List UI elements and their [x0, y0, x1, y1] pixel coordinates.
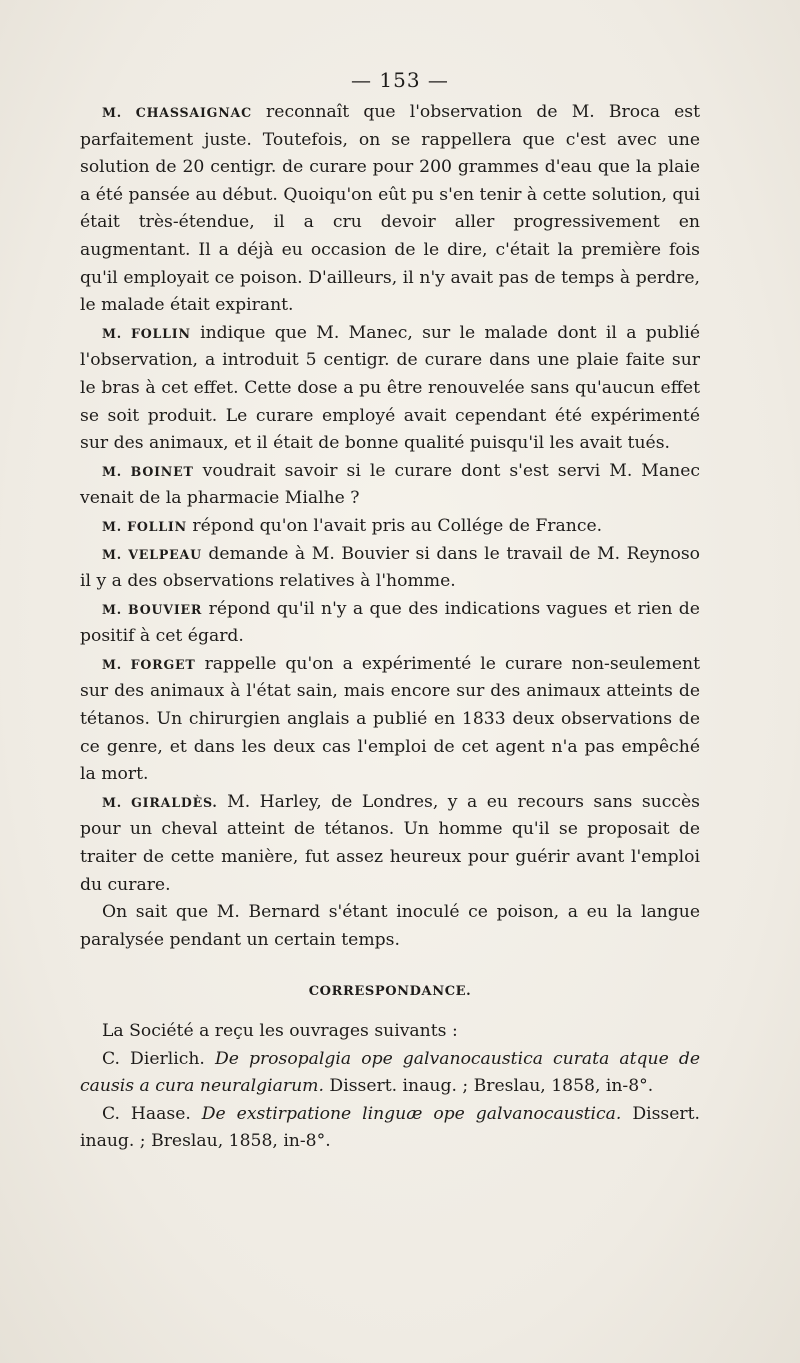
paragraph [80, 458, 700, 513]
paragraph [80, 651, 700, 789]
section-heading: CORRESPONDANCE. [308, 984, 472, 1000]
publication-details: Dissert. inaug. ; Breslau, 1858, in-8°. [80, 1103, 701, 1152]
paragraph [80, 596, 700, 651]
paragraph-text: M. Harley, de Londres, y a eu recours sans succès pour un cheval atteint de tétanos. Un homme qu'il se proposait de traiter de cette manière, fut assez heureux pour guérir avant l'emploi du curare. [80, 791, 700, 895]
work-title: De prosopalgia ope galvanocaustica curata atque de causis a cura neuralgiarum. [80, 1048, 701, 1097]
paragraph-text: indique que M. Manec, sur le malade dont il a publié l'observation, a introduit 5 centigr. de curare dans une plaie faite sur le bras à cet effet. Cette dose a pu être renouvelée sans qu'aucun effet se soit produit. Le curare employé avait cependant été expérimenté sur des animaux, et il était de bonne qualité puisqu'il les avait tués. [80, 322, 700, 454]
paragraph [80, 899, 700, 954]
correspondance-intro: La Société a reçu les ouvrages suivants : [102, 1021, 458, 1041]
paragraph-text: reconnaît que l'observation de M. Broca est parfaitement juste. Toutefois, on se rappellera que c'est avec une solution de 20 centigr. de curare pour 200 grammes d'eau que la plaie a été pansée au début. Quoiqu'on eût pu s'en tenir à cette solution, qui était très-étendue, il a cru devoir aller progressivement en augmentant. Il a déjà eu occasion de le dire, c'était la première fois qu'il employait ce poison. D'ailleurs, il n'y avait pas de temps à perdre, le malade était expirant. [80, 102, 700, 316]
paragraph [80, 541, 700, 596]
bibliography-entry [80, 1046, 700, 1101]
paragraph [80, 99, 700, 320]
work-title: De exstirpatione linguæ ope galvanocaustica. [201, 1103, 622, 1124]
speaker-name: M. CHASSAIGNAC [102, 105, 252, 120]
page-number: — 153 — [351, 68, 449, 92]
author: C. Dierlich. [102, 1048, 215, 1069]
publication-details: Dissert. inaug. ; Breslau, 1858, in-8°. [323, 1076, 654, 1097]
speaker-name: M. FOLLIN [102, 518, 187, 534]
speaker-name: M. BOINET [102, 463, 194, 479]
speaker-name: M. VELPEAU [102, 546, 202, 562]
paragraph-text: rappelle qu'on a expérimenté le curare non-seulement sur des animaux à l'état sain, mais encore sur des animaux atteints de tétanos. Un chirurgien anglais a publié en 1833 deux observations de ce genre, et dans les deux cas l'emploi de cet agent n'a pas empêché la mort. [80, 653, 700, 785]
bibliography-entry [80, 1101, 700, 1156]
speaker-name: M. FOLLIN [102, 325, 191, 341]
speaker-name: M. GIRALDÈS. [102, 794, 218, 810]
paragraph-text: voudrait savoir si le curare dont s'est servi M. Manec venait de la pharmacie Mialhe ? [80, 460, 700, 509]
paragraph [80, 513, 700, 541]
body-text [80, 99, 700, 1156]
paragraph-text: répond qu'il n'y a que des indications vagues et rien de positif à cet égard. [80, 598, 700, 647]
paragraph [80, 320, 700, 458]
paragraph [80, 789, 700, 899]
author: C. Haase. [102, 1103, 202, 1124]
paragraph-text: demande à M. Bouvier si dans le travail de M. Reynoso il y a des observations relatives à l'homme. [80, 543, 700, 592]
paragraph-text: On sait que M. Bernard s'étant inoculé ce poison, a eu la langue paralysée pendant un certain temps. [80, 902, 700, 950]
speaker-name: M. FORGET [102, 656, 196, 672]
paragraph-text: répond qu'on l'avait pris au Collége de France. [186, 515, 603, 536]
speaker-name: M. BOUVIER [102, 601, 203, 617]
